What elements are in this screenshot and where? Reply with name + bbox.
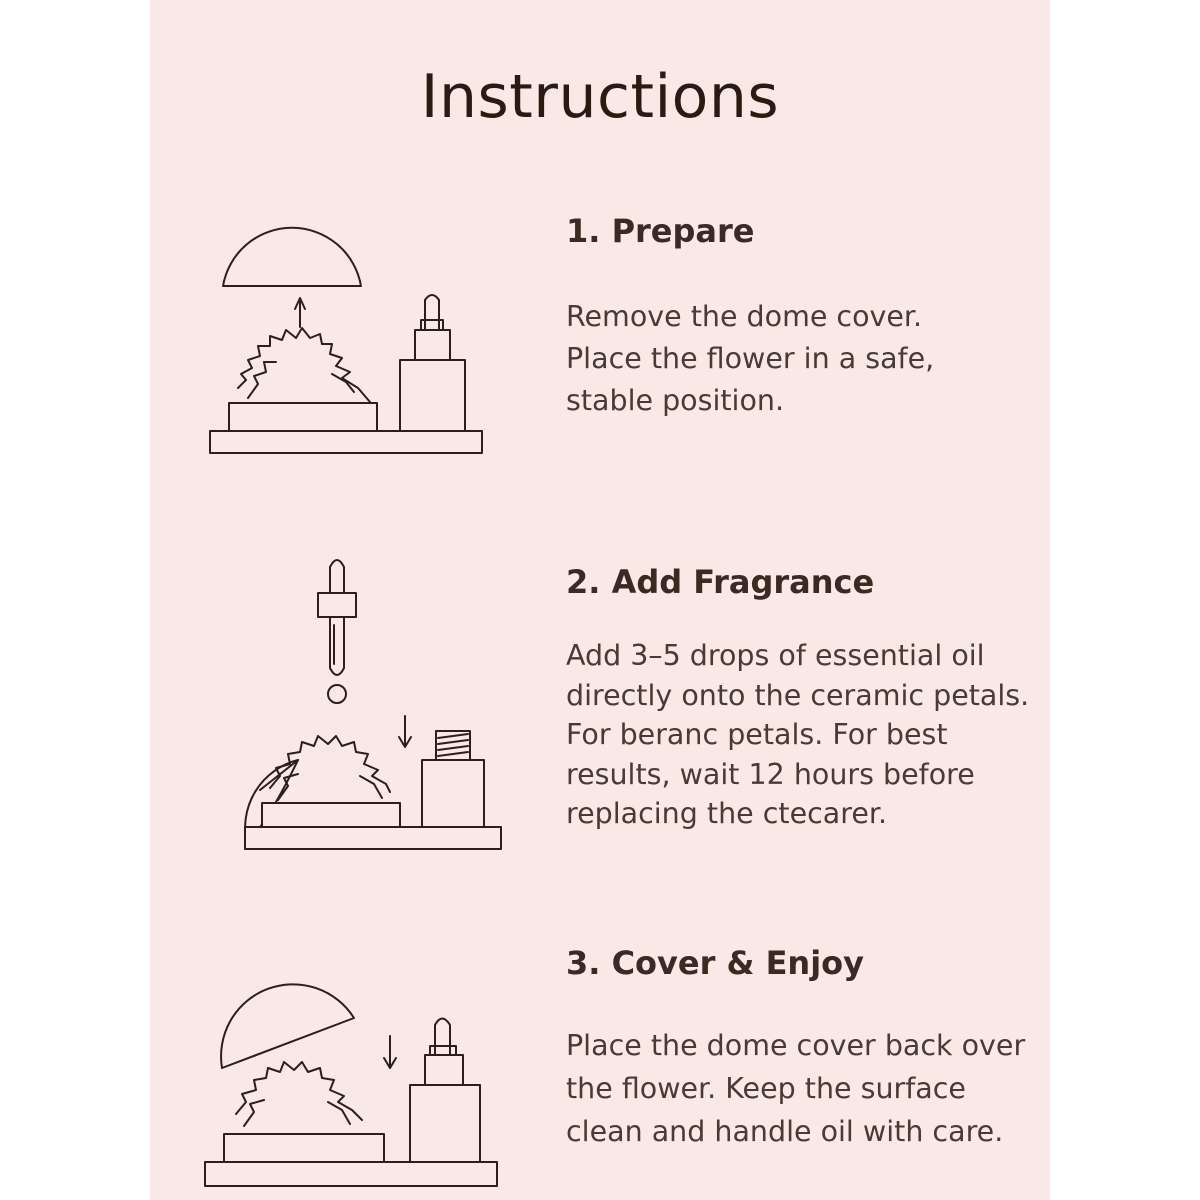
- step-2-line: For beranc petals. For best: [566, 718, 948, 751]
- dome-replaced-icon: [150, 0, 550, 1200]
- step-3-line: clean and handle oil with care.: [566, 1115, 1004, 1148]
- step-3-heading: 3. Cover & Enjoy: [566, 944, 865, 982]
- step-2-line: results, wait 12 hours before: [566, 757, 975, 791]
- step-1-heading: 1. Prepare: [566, 212, 755, 250]
- step-1-line: stable position.: [566, 384, 785, 417]
- step-1-text: [566, 296, 1050, 422]
- step-2-heading: 2. Add Fragrance: [566, 563, 875, 601]
- step-3-text: [566, 1024, 1050, 1153]
- step-2-line: Add 3–5 drops of essential oil: [566, 639, 985, 672]
- step-2-text: [566, 636, 1050, 834]
- step-2-line: directly onto the ceramic petals.: [566, 678, 1030, 712]
- step-2-line: replacing the ctecarer.: [566, 797, 888, 830]
- step-1-line: Place the flower in a safe,: [566, 342, 935, 375]
- step-3-line: Place the dome cover back over: [566, 1029, 1026, 1062]
- step-3-line: the flower. Keep the surface: [566, 1072, 966, 1105]
- instructions-card: [150, 0, 1050, 1200]
- page-title: Instructions: [420, 62, 780, 132]
- step-1-line: Remove the dome cover.: [566, 300, 923, 333]
